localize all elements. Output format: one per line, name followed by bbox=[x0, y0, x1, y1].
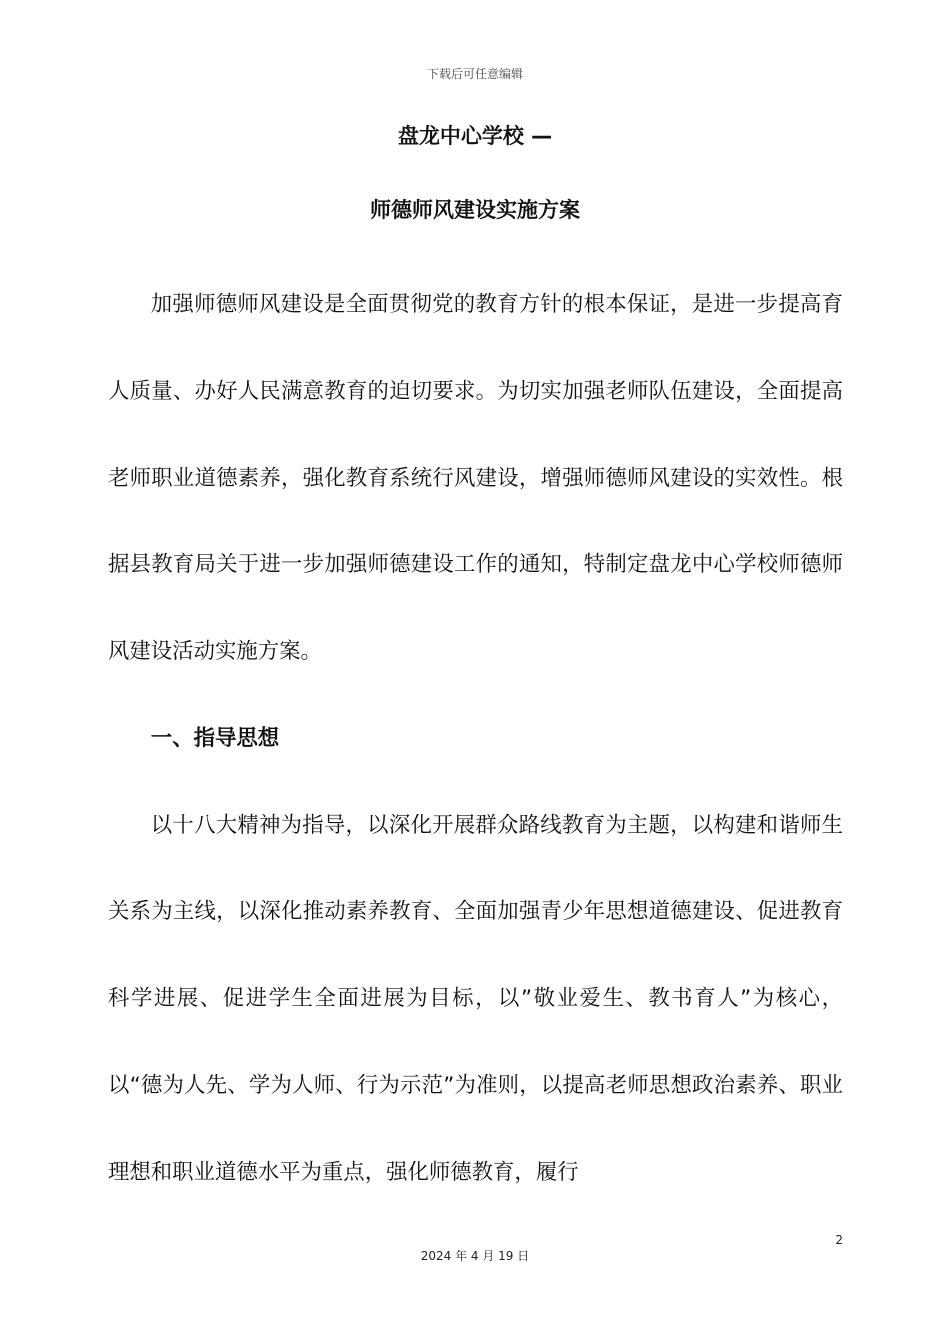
document-title-line2: 师德师风建设实施方案 bbox=[370, 198, 580, 222]
document-title-line1: 盘龙中心学校 — bbox=[397, 124, 553, 148]
page-header-note: 下载后可任意编辑 bbox=[426, 67, 523, 81]
intro-paragraph: 加强师德师风建设是全面贯彻党的教育方针的根本保证，是进一步提高育人质量、办好人民满意教育的迫切要求。为切实加强老师队伍建设，全面提高老师职业道德素养，强化教育系统行风建设，增强师德师风建设的实效性。根据县教育局关于进一步加强师德建设工作的通知，特制定盘龙中心学校师德师风建设活动实施方案。 bbox=[108, 292, 843, 664]
footer-date: 2024 年 4 月 19 日 bbox=[420, 1249, 530, 1263]
page-number: 2 bbox=[835, 1233, 843, 1247]
document-body bbox=[108, 262, 843, 1216]
section-paragraph-guiding-thought: 以十八大精神为指导，以深化开展群众路线教育为主题，以构建和谐师生关系为主线，以深化推动素养教育、全面加强青少年思想道德建设、促进教育科学进展、促进学生全面进展为目标，以”敬业爱生、教书育人”为核心，以“德为人先、学为人师、行为示范”为准则，以提高老师思想政治素养、职业理想和职业道德水平为重点，强化师德教育，履行 bbox=[108, 812, 843, 1185]
section-heading-guiding-thought: 一、指导思想 bbox=[150, 725, 280, 751]
